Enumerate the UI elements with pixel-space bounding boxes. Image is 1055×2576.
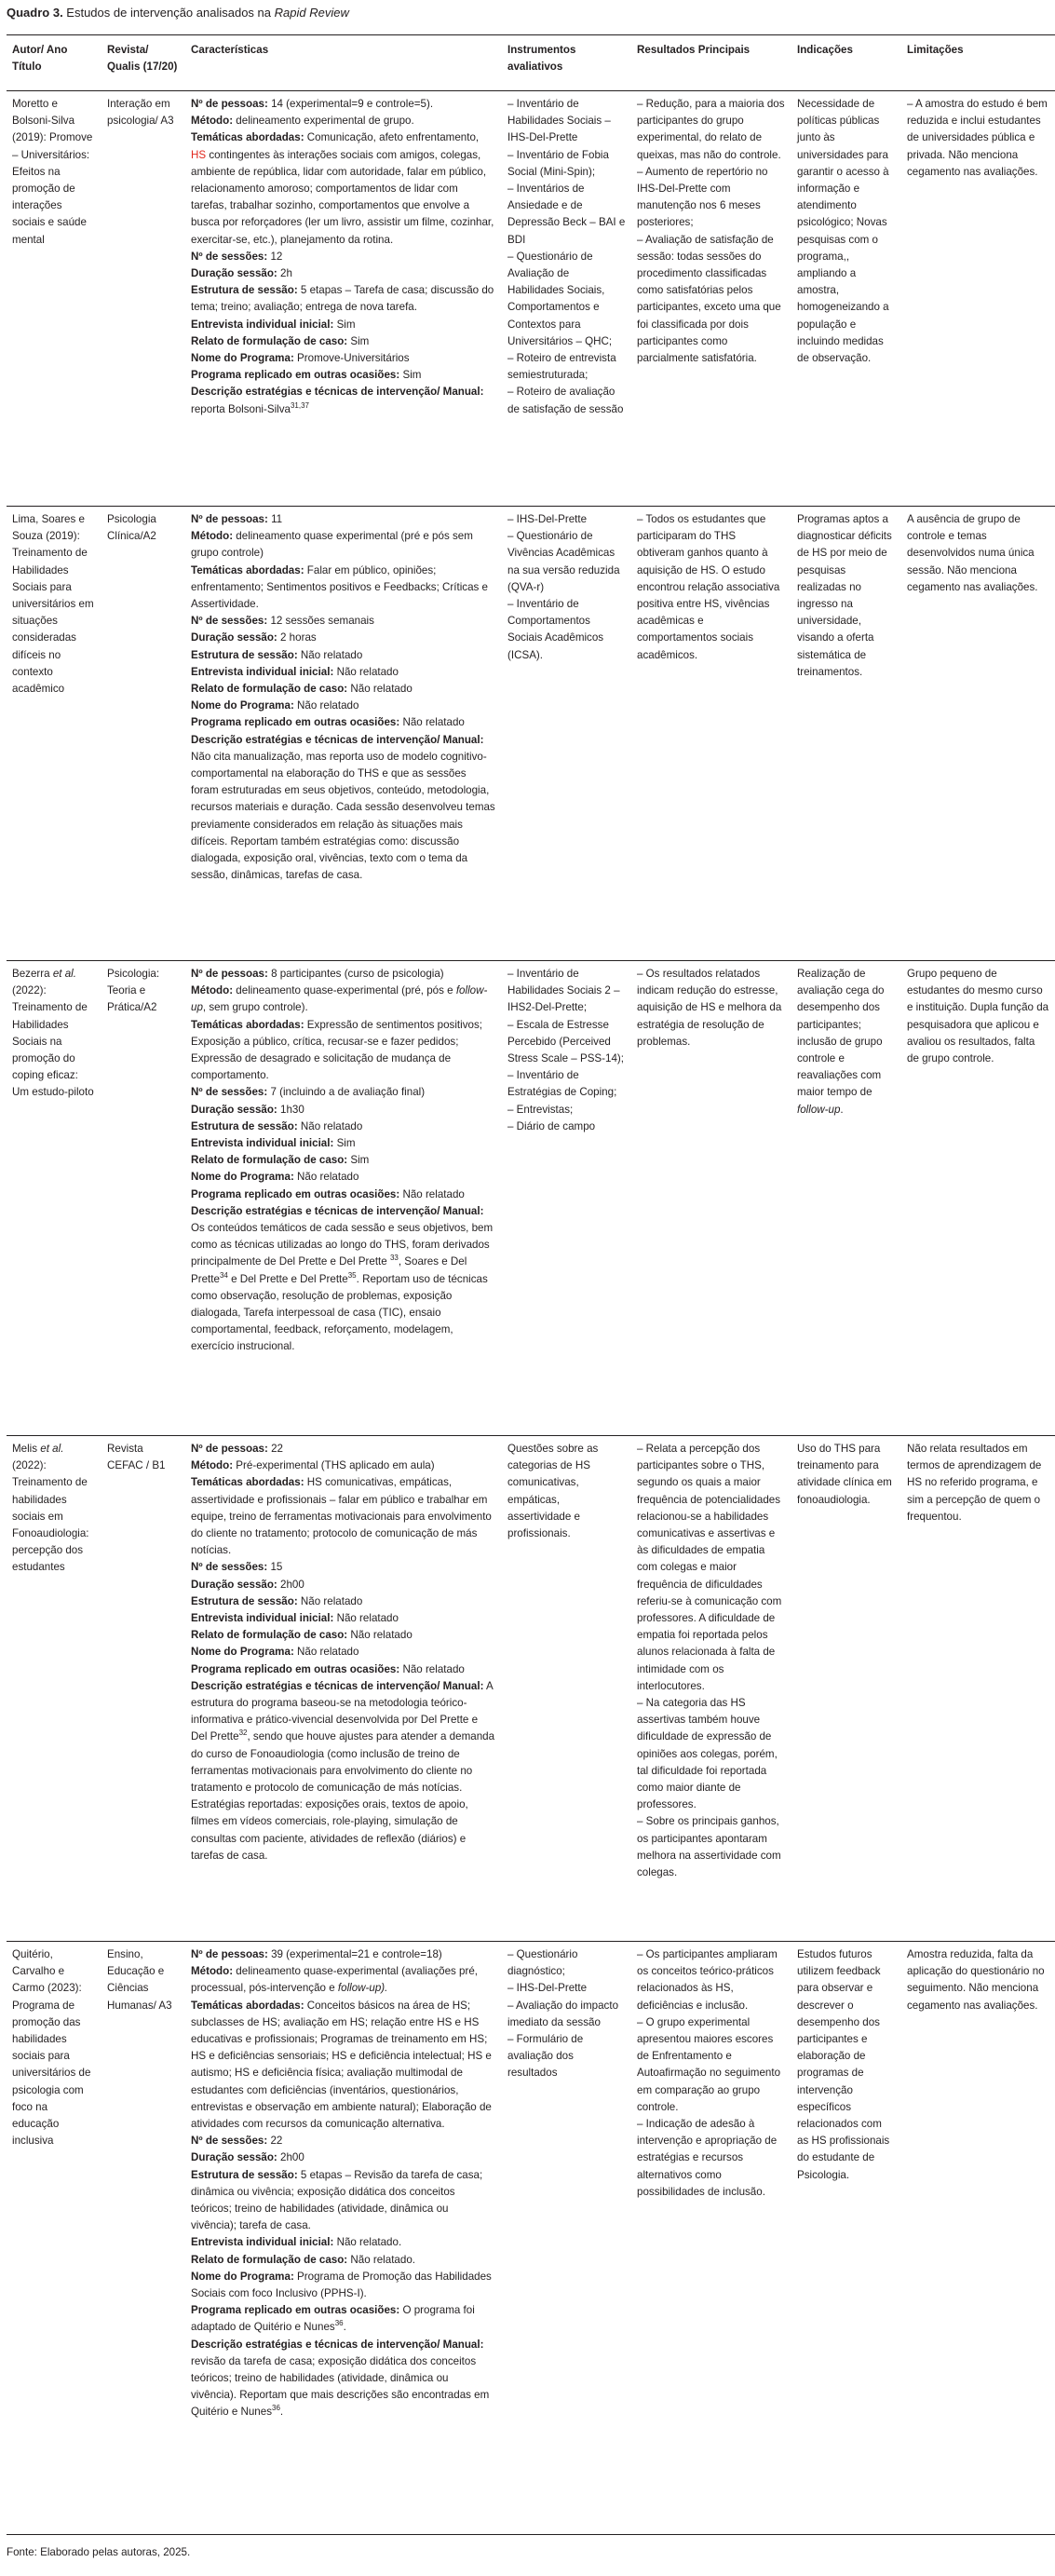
- field-sessions: Nº de sessões: 7 (incluindo a de avaliação final): [191, 1086, 426, 1099]
- field-replicated: Programa replicado em outras ocasiões: O programa foi adaptado de Quitério e Nunes$^{36}$.: [191, 2304, 475, 2334]
- caption-text: Estudos de intervenção analisados na: [62, 6, 275, 20]
- cell-instruments: – IHS-Del-Prette – Questionário de Vivências Acadêmicas na sua versão reduzida (QVA-r) – Inventário de Comportamentos Sociais Acadêmicos (ICSA).: [502, 507, 631, 961]
- field-program: Nome do Programa: Promove-Universitários: [191, 352, 410, 365]
- highlight-hs: HS: [191, 148, 207, 161]
- cell-results: – Os resultados relatados indicam redução do estresse, aquisição de HS e melhora da estratégia de resolução de problemas.: [631, 961, 791, 1436]
- field-structure: Estrutura de sessão: 5 etapas – Revisão da tarefa de casa; dinâmica ou vivência; exposição didática dos conceitos teóricos; treino de habilidades (atividade, dinâmica ou vivência); tarefa de casa.: [191, 2168, 483, 2232]
- citation: 35: [347, 1270, 357, 1280]
- citation: 32: [238, 1729, 248, 1738]
- cell-limitations: Grupo pequeno de estudantes do mesmo curso e instituição. Dupla função da pesquisadora que aplicou e avaliou os resultados, falta de grupo controle.: [901, 961, 1055, 1436]
- field-people: Nº de pessoas: 22: [191, 1443, 283, 1455]
- cell-characteristics: [185, 1942, 502, 2535]
- citation: 31,37: [290, 400, 310, 410]
- cell-journal: Interação em psicologia/ A3: [101, 91, 185, 507]
- field-sessions: Nº de sessões: 12: [191, 250, 283, 263]
- cell-author: Lima, Soares e Souza (2019): Treinamento de Habilidades Sociais para universitários em situações consideradas difíceis no contexto acadêmico: [7, 507, 101, 961]
- field-replicated: Programa replicado em outras ocasiões: Sim: [191, 369, 422, 382]
- field-description: Descrição estratégias e técnicas de intervenção/ Manual: A estrutura do programa baseou-se na metodologia teórico-informativa e prático-vivencial desenvolvida por Del Prette e Del Prette$^{32}$, sendo que houve ajustes para atender a demanda do curso de Fonoaudiologia (como inclusão de treino de ferramentas motivacionais para envolvimento do cliente no tratamento e protocolo de comunicação de más notícias. Estratégias reportadas: exposições orais, textos de apoio, filmes em vídeos comerciais, role-playing, simulação de consultas com paciente, atividades de reflexão (diários) e tarefas de casa.: [191, 1679, 495, 1862]
- field-replicated: Programa replicado em outras ocasiões: Não relatado: [191, 1662, 465, 1675]
- citation: 36: [272, 2404, 280, 2413]
- field-people: Nº de pessoas: 11: [191, 513, 283, 525]
- field-themes: Temáticas abordadas: Falar em público, opiniões; enfrentamento; Sentimentos positivos e Feedbacks; Críticas e Assertividade.: [191, 563, 488, 611]
- cell-journal: Ensino, Educação e Ciências Humanas/ A3: [101, 1942, 185, 2535]
- field-themes: Temáticas abordadas: Comunicação, afeto enfrentamento, HS contingentes às interações sociais com amigos, colegas, ambiente de república, lidar com autoridade, falar em público, relacionamento amoroso; comportamentos de lidar com tarefas, trabalhar sozinho, comportamentos que envolve a busca por reforçadores (ler um livro, assistir um filme, cozinhar, exercitar-se, etc.), planejamento da rotina.: [191, 131, 494, 246]
- cell-characteristics: [185, 961, 502, 1436]
- header-author: Autor/ Ano Título: [7, 35, 101, 91]
- field-program: Nome do Programa: Não relatado: [191, 1171, 359, 1184]
- field-interview: Entrevista individual inicial: Não relatado.: [191, 2236, 402, 2249]
- field-method: Método: delineamento quase-experimental (pré, pós e follow-up, sem grupo controle).: [191, 984, 488, 1014]
- header-indications: Indicações: [791, 35, 901, 91]
- field-people: Nº de pessoas: 39 (experimental=21 e controle=18): [191, 1948, 442, 1960]
- field-description: Descrição estratégias e técnicas de intervenção/ Manual: reporta Bolsoni-Silva$^{31,37}$: [191, 386, 484, 415]
- field-case: Relato de formulação de caso: Não relatado: [191, 1629, 413, 1642]
- cell-instruments: Questões sobre as categorias de HS comunicativas, empáticas, assertividade e profissionais.: [502, 1436, 631, 1942]
- header-characteristics: Características: [185, 35, 502, 91]
- cell-author: Moretto e Bolsoni-Silva (2019): Promove – Universitários: Efeitos na promoção de interações sociais e saúde mental: [7, 91, 101, 507]
- field-interview: Entrevista individual inicial: Não relatado: [191, 665, 399, 678]
- cell-indications: Necessidade de políticas públicas junto às universidades para garantir o acesso à informação e atendimento psicológico; Novas pesquisas com o programa,, ampliando a amostra, homogeneizando a população e incluindo medidas de observação.: [791, 91, 901, 507]
- cell-author: Quitério, Carvalho e Carmo (2023): Programa de promoção das habilidades sociais para universitários de psicologia com foco na educação inclusiva: [7, 1942, 101, 2535]
- field-structure: Estrutura de sessão: 5 etapas – Tarefa de casa; discussão do tema; treino; avaliação; entrega de nova tarefa.: [191, 284, 494, 314]
- cell-limitations: A ausência de grupo de controle e temas desenvolvidos numa única sessão. Não menciona cegamento nas avaliações.: [901, 507, 1055, 961]
- table-row: [7, 1942, 1055, 2535]
- field-case: Relato de formulação de caso: Não relatado: [191, 683, 413, 696]
- cell-instruments: – Questionário diagnóstico; – IHS-Del-Prette – Avaliação do impacto imediato da sessão – Formulário de avaliação dos resultados: [502, 1942, 631, 2535]
- field-duration: Duração sessão: 2h: [191, 267, 292, 280]
- field-case: Relato de formulação de caso: Sim: [191, 1154, 370, 1167]
- cell-characteristics: [185, 507, 502, 961]
- field-sessions: Nº de sessões: 12 sessões semanais: [191, 615, 374, 628]
- header-limitations: Limitações: [901, 35, 1055, 91]
- cell-author: Bezerra et al. (2022): Treinamento de Habilidades Sociais na promoção do coping eficaz: Um estudo-piloto: [7, 961, 101, 1436]
- table-header-row: [7, 35, 1055, 91]
- field-people: Nº de pessoas: 14 (experimental=9 e controle=5).: [191, 98, 434, 110]
- citation: 33: [389, 1254, 399, 1263]
- field-method: Método: delineamento quase experimental (pré e pós sem grupo controle): [191, 530, 473, 560]
- studies-table: [7, 34, 1055, 2535]
- citation: 36: [334, 2319, 344, 2328]
- cell-journal: Psicologia: Teoria e Prática/A2: [101, 961, 185, 1436]
- field-program: Nome do Programa: Não relatado: [191, 1646, 359, 1659]
- field-replicated: Programa replicado em outras ocasiões: Não relatado: [191, 1187, 465, 1200]
- cell-results: – Os participantes ampliaram os conceitos teórico-práticos relacionados às HS, deficiências e inclusão. – O grupo experimental apresentou maiores escores de Enfrentamento e Autoafirmação no seguimento em comparação ao grupo controle. – Indicação de adesão à intervenção e apropriação de estratégias e recursos alternativos como possibilidades de inclusão.: [631, 1942, 791, 2535]
- table-row: [7, 91, 1055, 507]
- field-duration: Duração sessão: 2h00: [191, 2151, 304, 2164]
- field-sessions: Nº de sessões: 22: [191, 2135, 283, 2148]
- field-themes: Temáticas abordadas: Expressão de sentimentos positivos; Exposição a público, crítica, recusar-se e fazer pedidos; Expressão de desagrado e solicitação de mudança de comportamento.: [191, 1018, 482, 1082]
- table-caption: [7, 5, 349, 21]
- field-program: Nome do Programa: Não relatado: [191, 699, 359, 712]
- field-themes: Temáticas abordadas: HS comunicativas, empáticas, assertividade e profissionais – falar em público e trabalhar em equipe, treino de ferramentas motivacionais para envolvimento do cliente no tratamento; protocolo de comunicação de más notícias.: [191, 1476, 492, 1557]
- field-method: Método: delineamento experimental de grupo.: [191, 115, 414, 128]
- field-method: Método: Pré-experimental (THS aplicado em aula): [191, 1459, 435, 1472]
- cell-limitations: Amostra reduzida, falta da aplicação do questionário no seguimento. Não menciona cegamento nas avaliações.: [901, 1942, 1055, 2535]
- table-row: [7, 1436, 1055, 1942]
- field-case: Relato de formulação de caso: Sim: [191, 334, 370, 347]
- field-structure: Estrutura de sessão: Não relatado: [191, 648, 363, 661]
- field-structure: Estrutura de sessão: Não relatado: [191, 1119, 363, 1132]
- field-description: Descrição estratégias e técnicas de intervenção/ Manual: Não cita manualização, mas reporta uso de modelo cognitivo-comportamental na elaboração do THS e que as sessões foram estruturadas em seus objetivos, conteúdo, metodologia, recursos materiais e duração. Cada sessão desenvolveu temas previamente considerados em relação às situações mais difíceis. Reportam também estratégias como: discussão dialogada, exposição oral, vivências, texto com o tema da sessão, dinâmicas, tarefas de casa.: [191, 733, 495, 882]
- source-note: Fonte: Elaborado pelas autoras, 2025.: [7, 2546, 191, 2558]
- cell-results: – Redução, para a maioria dos participantes do grupo experimental, do relato de queixas, mas não do controle. – Aumento de repertório no IHS-Del-Prette com manutenção nos 6 meses posteriores; – Avaliação de satisfação de sessão: todas sessões do procedimento classificadas como satisfatórias pelos participantes, exceto uma que foi classificada por dois participantes como parcialmente satisfatória.: [631, 91, 791, 507]
- caption-italic: Rapid Review: [274, 6, 349, 20]
- field-duration: Duração sessão: 2 horas: [191, 631, 317, 644]
- field-program: Nome do Programa: Programa de Promoção das Habilidades Sociais com foco Inclusivo (PPHS-I).: [191, 2270, 492, 2300]
- cell-characteristics: [185, 91, 502, 507]
- cell-journal: Revista CEFAC / B1: [101, 1436, 185, 1942]
- field-case: Relato de formulação de caso: Não relatado.: [191, 2253, 415, 2266]
- cell-indications: Programas aptos a diagnosticar déficits de HS por meio de pesquisas realizadas no ingresso na universidade, visando a oferta sistemática de treinamentos.: [791, 507, 901, 961]
- cell-journal: Psicologia Clínica/A2: [101, 507, 185, 961]
- field-interview: Entrevista individual inicial: Não relatado: [191, 1612, 399, 1625]
- header-results: Resultados Principais: [631, 35, 791, 91]
- caption-label: Quadro 3.: [7, 6, 63, 20]
- cell-instruments: – Inventário de Habilidades Sociais – IHS-Del-Prette – Inventário de Fobia Social (Mini-Spin); – Inventários de Ansiedade e de Depressão Beck – BAI e BDI – Questionário de Avaliação de Habilidades Sociais, Comportamentos e Contextos para Universitários – QHC; – Roteiro de entrevista semiestruturada; – Roteiro de avaliação de satisfação de sessão: [502, 91, 631, 507]
- cell-limitations: – A amostra do estudo é bem reduzida e inclui estudantes de universidades pública e privada. Não menciona cegamento nas avaliações.: [901, 91, 1055, 507]
- field-sessions: Nº de sessões: 15: [191, 1561, 283, 1574]
- cell-indications: Realização de avaliação cega do desempenho dos participantes; inclusão de grupo controle e reavaliações com maior tempo de follow-up.: [791, 961, 901, 1436]
- header-instruments: Instrumentos avaliativos: [502, 35, 631, 91]
- cell-instruments: – Inventário de Habilidades Sociais 2 – IHS2-Del-Prette; – Escala de Estresse Percebido (Perceived Stress Scale – PSS-14); – Inventário de Estratégias de Coping; – Entrevistas; – Diário de campo: [502, 961, 631, 1436]
- cell-author: Melis et al. (2022): Treinamento de habilidades sociais em Fonoaudiologia: percepção dos estudantes: [7, 1436, 101, 1942]
- table-row: [7, 507, 1055, 961]
- cell-characteristics: [185, 1436, 502, 1942]
- citation: 34: [219, 1270, 228, 1280]
- field-people: Nº de pessoas: 8 participantes (curso de psicologia): [191, 968, 444, 980]
- field-description: Descrição estratégias e técnicas de intervenção/ Manual: revisão da tarefa de casa; exposição didática dos conceitos teóricos; treino de habilidades (atividade, dinâmica ou vivência). Reportam que mais descrições são encontradas em Quitério e Nunes$^{36}$.: [191, 2338, 490, 2419]
- header-journal: Revista/ Qualis (17/20): [101, 35, 185, 91]
- cell-results: – Relata a percepção dos participantes sobre o THS, segundo os quais a maior frequência de potencialidades relacionou-se a habilidades comunicativas e assertivas e às dificuldades de empatia com colegas e maior frequência de dificuldades referiu-se à comunicação com professores. A dificuldade de empatia foi reportada pelos alunos relacionada à falta de intimidade com os interlocutores. – Na categoria das HS assertivas também houve dificuldade de expressão de opiniões aos colegas, porém, tal dificuldade foi reportada como maior diante de professores. – Sobre os principais ganhos, os participantes apontaram melhora na assertividade com colegas.: [631, 1436, 791, 1942]
- field-structure: Estrutura de sessão: Não relatado: [191, 1594, 363, 1607]
- field-method: Método: delineamento quase-experimental (avaliações pré, processual, pós-intervenção e follow-up).: [191, 1965, 479, 1995]
- cell-limitations: Não relata resultados em termos de aprendizagem de HS no referido programa, e sim a percepção de quem o frequentou.: [901, 1436, 1055, 1942]
- field-replicated: Programa replicado em outras ocasiões: Não relatado: [191, 716, 465, 729]
- field-interview: Entrevista individual inicial: Sim: [191, 1137, 356, 1150]
- cell-indications: Estudos futuros utilizem feedback para observar e descrever o desempenho dos participantes e elaboração de programas de intervenção específicos relacionados com as HS profissionais do estudante de Psicologia.: [791, 1942, 901, 2535]
- field-description: Descrição estratégias e técnicas de intervenção/ Manual: Os conteúdos temáticos de cada sessão e seus objetivos, bem como as técnicas utilizadas ao longo do THS, foram derivados principalmente de Del Prette e Del Prette $^{33}$, Soares e Del Prette$^{34}$ e Del Prette e Del Prette$^{35}$. Reportam uso de técnicas como observação, resolução de problemas, exposição dialogada, Tarefa interpessoal de casa (TIC), ensaio comportamental, feedback, reforçamento, modelagem, exercício instrucional.: [191, 1204, 494, 1353]
- field-interview: Entrevista individual inicial: Sim: [191, 318, 356, 331]
- cell-indications: Uso do THS para treinamento para atividade clínica em fonoaudiologia.: [791, 1436, 901, 1942]
- field-duration: Duração sessão: 2h00: [191, 1578, 304, 1591]
- table-row: [7, 961, 1055, 1436]
- cell-results: – Todos os estudantes que participaram do THS obtiveram ganhos quanto à aquisição de HS. O estudo encontrou relação associativa positiva entre HS, vivências acadêmicas e comportamentos sociais acadêmicos.: [631, 507, 791, 961]
- field-themes: Temáticas abordadas: Conceitos básicos na área de HS; subclasses de HS; avaliação em HS; relação entre HS e HS educativas e profissionais; Programas de treinamento em HS; HS e deficiências sensoriais; HS e deficiência intelectual; HS e autismo; HS e deficiência física; avaliação multimodal de estudantes com deficiências (inventários, questionários, entrevistas e observação em ambiente natural); Elaboração de atividades com recursos da comunicação alternativa.: [191, 1999, 492, 2131]
- field-duration: Duração sessão: 1h30: [191, 1103, 304, 1116]
